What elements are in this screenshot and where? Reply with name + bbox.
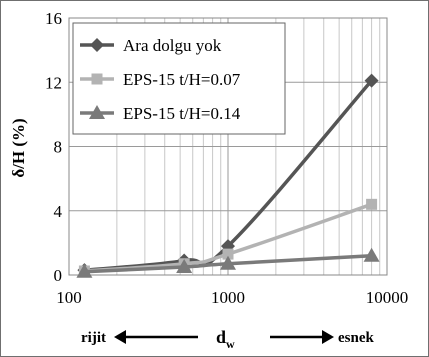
x-tick-label: 10000 [365, 288, 409, 307]
y-tick-label: 0 [53, 266, 62, 285]
y-tick-label: 8 [53, 137, 62, 157]
legend-label: Ara dolgu yok [123, 36, 222, 55]
y-tick-label: 12 [45, 73, 62, 93]
legend-marker [92, 74, 103, 85]
y-tick-labels [45, 9, 63, 285]
y-tick-label: 16 [45, 9, 62, 28]
x-tick-label: 1000 [211, 288, 245, 307]
y-axis-label: δ/H (%) [9, 118, 28, 178]
x-axis-label: $d_w$ [216, 327, 235, 351]
right-arrow-icon [270, 330, 334, 344]
legend [73, 23, 285, 134]
left-direction-label: rijit [81, 330, 106, 346]
right-direction-label: esnek [338, 330, 374, 346]
x-axis-direction [81, 327, 374, 351]
data-point [366, 199, 377, 210]
x-tick-labels [56, 288, 408, 307]
legend-label: EPS-15 t/H=0.14 [123, 104, 241, 123]
legend-label: EPS-15 t/H=0.07 [123, 70, 241, 89]
y-tick-label: 4 [53, 201, 62, 221]
left-arrow-icon [114, 330, 198, 344]
x-tick-label: 100 [56, 288, 82, 307]
